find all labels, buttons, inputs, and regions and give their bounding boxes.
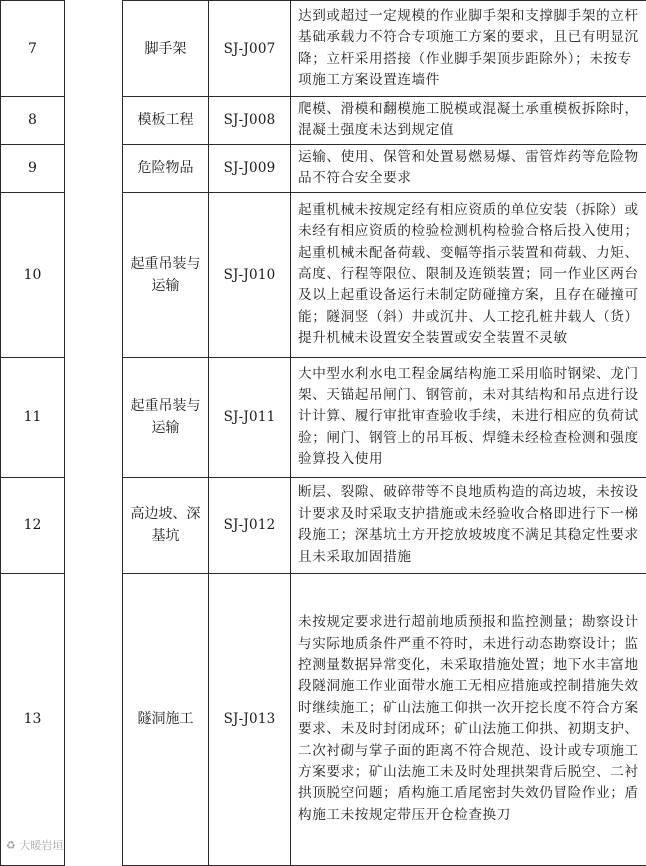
hazard-description: 起重机械未按规定经有相应资质的单位安装（拆除）或未经有相应资质的检验检测机构检验合格后投入使用；起重机械未配备荷载、变幅等指示装置和荷载、力矩、高度、行程等限位、限制及连锁装置；同一作业区两台及以上起重设备运行未制定防碰撞方案，且存在碰撞可能；隧洞竖（斜）井或沉井、人工挖孔桩井载人（货）提升机械未设置安全装置或安全装置不灵敏 <box>291 192 646 357</box>
hazard-code: SJ-J011 <box>209 357 291 477</box>
hazard-code: SJ-J007 <box>209 1 291 97</box>
row-number: 10 <box>1 192 65 357</box>
hazard-category: 隧洞施工 <box>123 573 209 865</box>
watermark-text: 大暖岩垣 <box>19 839 63 852</box>
watermark <box>6 837 63 853</box>
hazard-category: 起重吊装与运输 <box>123 357 209 477</box>
hazard-description: 大中型水利水电工程金属结构施工采用临时钢梁、龙门架、天锚起吊闸门、钢管前，未对其结构和吊点进行设计计算、履行审批审查验收手续，未进行相应的负荷试验；闸门、钢管上的吊耳板、焊缝未经检查检测和强度验算投入使用 <box>291 357 646 477</box>
row-number: 11 <box>1 357 65 477</box>
row-number: 12 <box>1 477 65 573</box>
hazard-description: 爬模、滑模和翻模施工脱模或混凝土承重模板拆除时，混凝土强度未达到规定值 <box>291 97 646 145</box>
hazard-category: 脚手架 <box>123 1 209 97</box>
hazard-category: 危险物品 <box>123 144 209 192</box>
hazard-code: SJ-J013 <box>209 573 291 865</box>
watermark-icon: ♻ <box>6 839 16 852</box>
hazard-description: 未按规定要求进行超前地质预报和监控测量；勘察设计与实际地质条件严重不符时，未进行动态勘察设计；监控测量数据异常变化，未采取措施处置；地下水丰富地段隧洞施工作业面带水施工无相应措施或控制措施失效时继续施工；矿山法施工仰拱一次开挖长度不符合方案要求、未及时封闭成环；矿山法施工仰拱、初期支护、二次衬砌与掌子面的距离不符合规范、设计或专项施工方案要求；矿山法施工未及时处理拱架背后脱空、二衬拱顶脱空问题；盾构施工盾尾密封失效仍冒险作业；盾构施工未按规定带压开仓检查换刀 <box>291 573 646 865</box>
row-number: 9 <box>1 144 65 192</box>
table-row <box>1 1 646 97</box>
hazard-category: 模板工程 <box>123 97 209 145</box>
row-number: 8 <box>1 97 65 145</box>
hazard-code: SJ-J009 <box>209 144 291 192</box>
row-number: 13 <box>1 573 65 865</box>
blank-column <box>65 1 123 866</box>
hazard-code: SJ-J010 <box>209 192 291 357</box>
hazard-code: SJ-J012 <box>209 477 291 573</box>
hazard-category: 起重吊装与运输 <box>123 192 209 357</box>
row-number: 7 <box>1 1 65 97</box>
hazard-code: SJ-J008 <box>209 97 291 145</box>
hazard-description: 运输、使用、保管和处置易燃易爆、雷管炸药等危险物品不符合安全要求 <box>291 144 646 192</box>
hazard-category: 高边坡、深基坑 <box>123 477 209 573</box>
hazard-description: 达到或超过一定规模的作业脚手架和支撑脚手架的立杆基础承载力不符合专项施工方案的要求，且已有明显沉降；立杆采用搭接（作业脚手架顶步距除外）；未按专项施工方案设置连墙件 <box>291 1 646 97</box>
hazard-description: 断层、裂隙、破碎带等不良地质构造的高边坡，未按设计要求及时采取支护措施或未经验收合格即进行下一梯段施工；深基坑土方开挖放坡坡度不满足其稳定性要求且未采取加固措施 <box>291 477 646 573</box>
